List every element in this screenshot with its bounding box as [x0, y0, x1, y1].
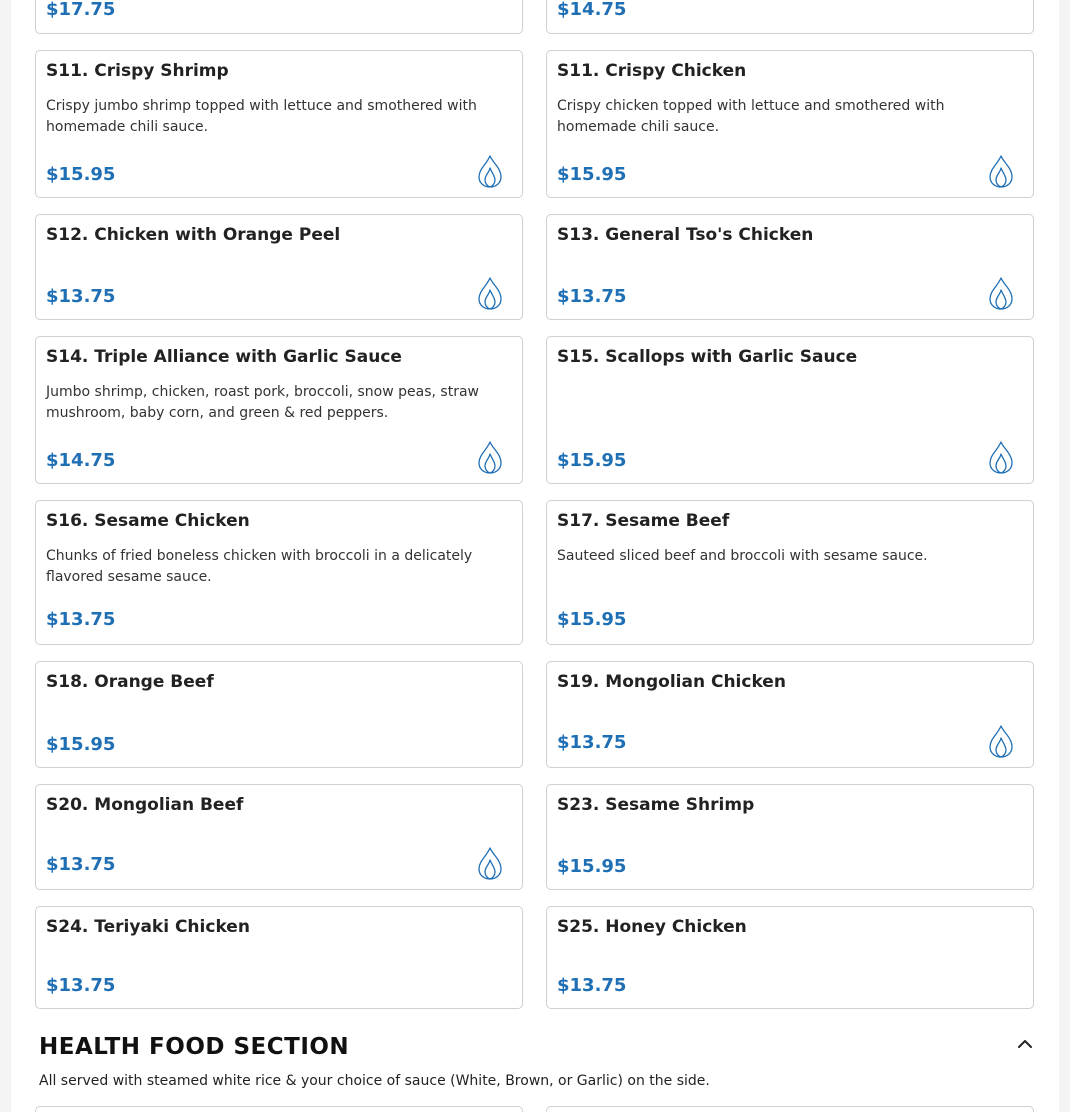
menu-item-card[interactable] — [35, 1106, 523, 1112]
item-price: $15.95 — [557, 856, 627, 877]
spicy-flame-icon — [987, 724, 1015, 758]
item-description: Crispy chicken topped with lettuce and smothered with homemade chili sauce. — [557, 98, 945, 135]
spicy-flame-icon — [476, 440, 504, 474]
item-description: Jumbo shrimp, chicken, roast pork, broccoli, snow peas, straw mushroom, baby corn, and green & red peppers. — [46, 384, 479, 421]
menu-item-card[interactable] — [35, 906, 523, 1009]
menu-page — [11, 0, 1059, 1112]
menu-item-card[interactable] — [546, 0, 1034, 34]
item-title: S16. Sesame Chicken — [46, 511, 250, 531]
item-title: S15. Scallops with Garlic Sauce — [557, 347, 858, 367]
item-price: $13.75 — [46, 286, 116, 307]
item-price: $13.75 — [46, 854, 116, 875]
menu-item-card[interactable] — [35, 336, 523, 484]
item-title: S18. Orange Beef — [46, 672, 214, 692]
item-price: $13.75 — [557, 732, 627, 753]
item-title: S11. Crispy Chicken — [557, 61, 747, 81]
item-title: S12. Chicken with Orange Peel — [46, 225, 341, 245]
item-title: S11. Crispy Shrimp — [46, 61, 229, 81]
spicy-flame-icon — [987, 154, 1015, 188]
item-price: $17.75 — [46, 0, 116, 20]
menu-item-card[interactable] — [546, 214, 1034, 320]
menu-item-card[interactable] — [546, 661, 1034, 768]
menu-item-card[interactable] — [35, 0, 523, 34]
section-title: HEALTH FOOD SECTION — [39, 1034, 350, 1060]
item-title: S20. Mongolian Beef — [46, 795, 244, 815]
spicy-flame-icon — [987, 276, 1015, 310]
item-price: $13.75 — [46, 975, 116, 996]
spicy-flame-icon — [476, 276, 504, 310]
item-title: S17. Sesame Beef — [557, 511, 730, 531]
item-description: Chunks of fried boneless chicken with broccoli in a delicately flavored sesame sauce. — [46, 548, 473, 585]
menu-item-card[interactable] — [35, 500, 523, 645]
item-price: $13.75 — [46, 609, 116, 630]
item-title: S14. Triple Alliance with Garlic Sauce — [46, 347, 402, 367]
item-title: S25. Honey Chicken — [557, 917, 747, 937]
chevron-up-icon[interactable] — [1012, 1031, 1038, 1057]
spicy-flame-icon — [987, 440, 1015, 474]
item-price: $13.75 — [557, 975, 627, 996]
menu-item-card[interactable] — [35, 661, 523, 768]
item-title: S24. Teriyaki Chicken — [46, 917, 250, 937]
menu-item-card[interactable] — [546, 1106, 1034, 1112]
item-price: $14.75 — [557, 0, 627, 20]
menu-item-card[interactable] — [546, 50, 1034, 198]
item-price: $15.95 — [557, 450, 627, 471]
menu-item-card[interactable] — [546, 906, 1034, 1009]
item-price: $14.75 — [46, 450, 116, 471]
item-price: $13.75 — [557, 286, 627, 307]
item-title: S23. Sesame Shrimp — [557, 795, 755, 815]
item-price: $15.95 — [46, 164, 116, 185]
section-description: All served with steamed white rice & your choice of sauce (White, Brown, or Garlic) on the side. — [39, 1073, 710, 1089]
item-title: S19. Mongolian Chicken — [557, 672, 786, 692]
menu-item-card[interactable] — [546, 336, 1034, 484]
menu-item-card[interactable] — [35, 214, 523, 320]
menu-item-card[interactable] — [35, 50, 523, 198]
item-title: S13. General Tso's Chicken — [557, 225, 814, 245]
menu-item-card[interactable] — [546, 500, 1034, 645]
spicy-flame-icon — [476, 154, 504, 188]
item-description: Sauteed sliced beef and broccoli with sesame sauce. — [557, 548, 928, 564]
item-price: $15.95 — [557, 609, 627, 630]
menu-item-card[interactable] — [546, 784, 1034, 890]
item-price: $15.95 — [46, 734, 116, 755]
spicy-flame-icon — [476, 846, 504, 880]
item-description: Crispy jumbo shrimp topped with lettuce and smothered with homemade chili sauce. — [46, 98, 477, 135]
item-price: $15.95 — [557, 164, 627, 185]
menu-item-card[interactable] — [35, 784, 523, 890]
